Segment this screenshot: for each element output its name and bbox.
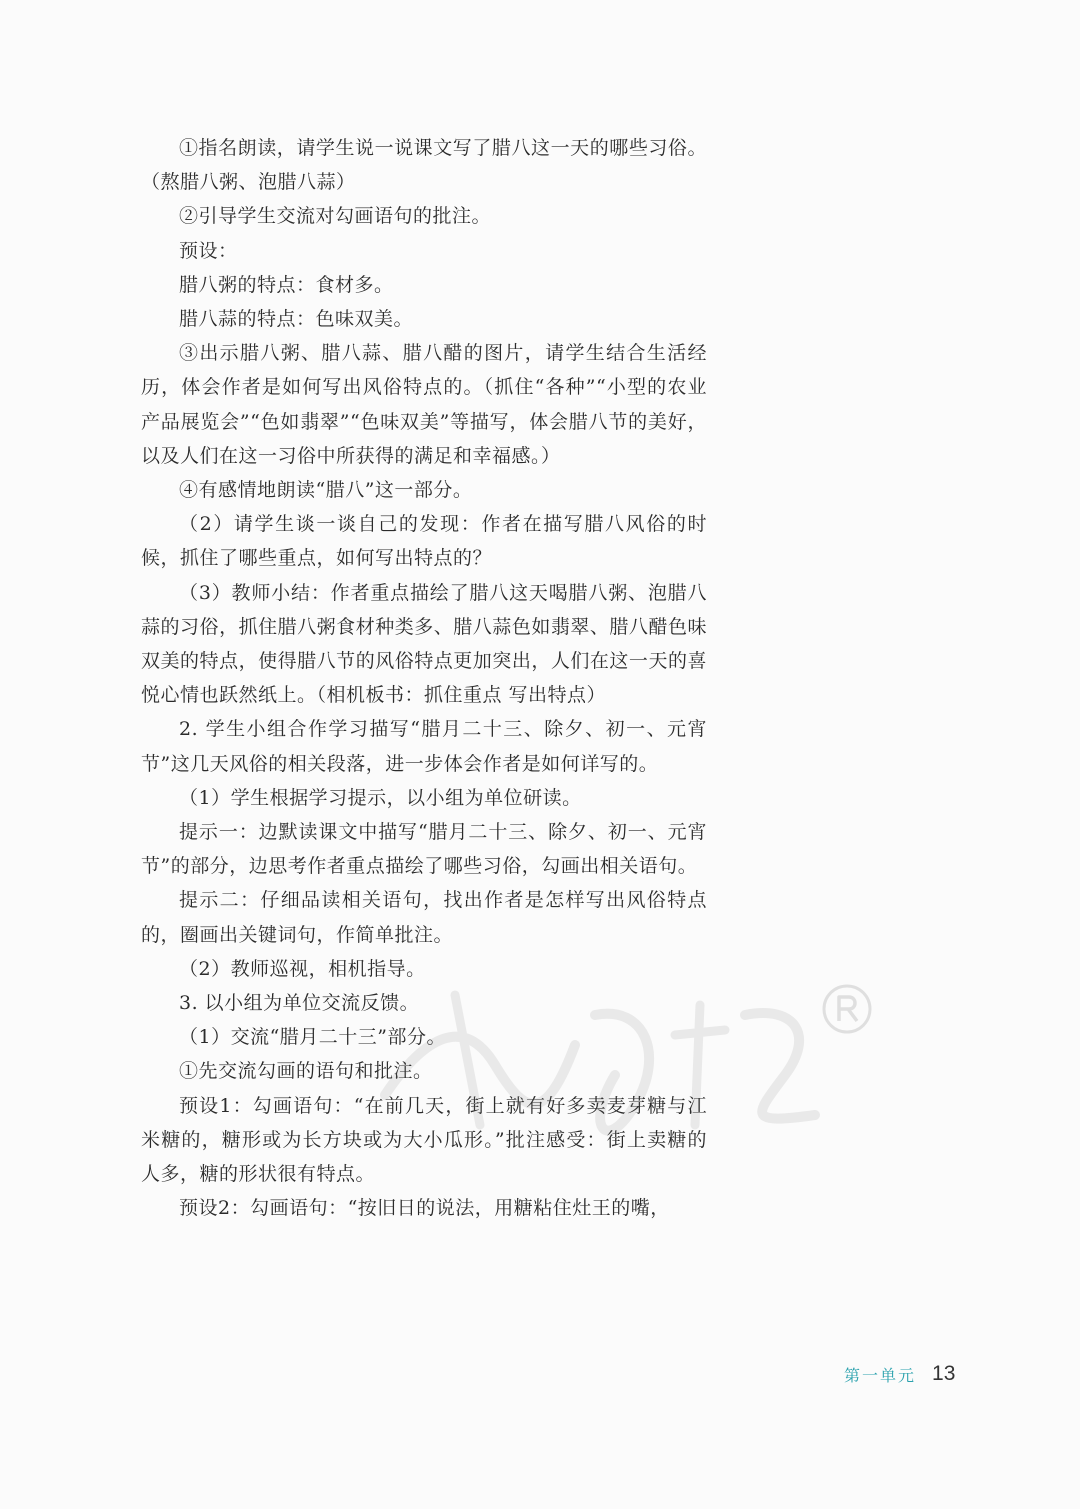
paragraph-6: ③出示腊八粥、腊八蒜、腊八醋的图片，请学生结合生活经历，体会作者是如何写出风俗特点的。（抓住“各种”“小型的农业产品展览会”“色如翡翠”“色味双美”等描写，体会腊八节的美好，以及人们在这一习俗中所获得的满足和幸福感。） [141, 342, 707, 467]
paragraph-2: ②引导学生交流对勾画语句的批注。 [179, 205, 492, 228]
paragraph-13: 提示二：仔细品读相关语句，找出作者是怎样写出风俗特点的，圈画出关键词句，作简单批注。 [141, 889, 707, 946]
paragraph-4: 腊八粥的特点：食材多。 [179, 273, 394, 296]
unit-label: 第一单元 [844, 1365, 917, 1385]
paragraph-11: （1）学生根据学习提示，以小组为单位研读。 [179, 786, 582, 809]
paragraph-14: （2）教师巡视，相机指导。 [179, 957, 426, 980]
paragraph-12: 提示一：边默读课文中描写“腊月二十三、除夕、初一、元宵节”的部分，边思考作者重点描绘了哪些习俗，勾画出相关语句。 [141, 821, 707, 878]
paragraph-5: 腊八蒜的特点：色味双美。 [179, 308, 414, 331]
paragraph-16: （1）交流“腊月二十三”部分。 [179, 1026, 447, 1049]
paragraph-17: ①先交流勾画的语句和批注。 [179, 1060, 433, 1083]
paragraph-18: 预设1：勾画语句：“在前几天，街上就有好多卖麦芽糖与江米糖的，糖形或为长方块或为大小瓜形。”批注感受：街上卖糖的人多，糖的形状很有特点。 [141, 1094, 707, 1186]
paragraph-15: 3. 以小组为单位交流反馈。 [179, 992, 420, 1015]
page-footer [844, 1362, 955, 1386]
paragraph-1: ①指名朗读，请学生说一说课文写了腊八这一天的哪些习俗。（熬腊八粥、泡腊八蒜） [141, 137, 707, 194]
paragraph-8: （2）请学生谈一谈自己的发现：作者在描写腊八风俗的时候，抓住了哪些重点，如何写出特点的？ [141, 513, 707, 570]
registered-mark-icon [820, 982, 874, 1036]
paragraph-19: 预设2：勾画语句：“按旧日的说法，用糖粘住灶王的嘴， [179, 1197, 670, 1220]
paragraph-3: 预设： [179, 239, 238, 262]
paragraph-10: 2. 学生小组合作学习描写“腊月二十三、除夕、初一、元宵节”这几天风俗的相关段落，进一步体会作者是如何详写的。 [141, 718, 707, 775]
page-number: 13 [932, 1362, 956, 1385]
paragraph-7: ④有感情地朗读“腊八”这一部分。 [179, 479, 473, 502]
body-text [141, 131, 707, 1226]
paragraph-9: （3）教师小结：作者重点描绘了腊八这天喝腊八粥、泡腊八蒜的习俗，抓住腊八粥食材种类多、腊八蒜色如翡翠、腊八醋色味双美的特点，使得腊八节的风俗特点更加突出，人们在这一天的喜悦心情也跃然纸上。（相机板书：抓住重点 写出特点） [141, 581, 707, 707]
